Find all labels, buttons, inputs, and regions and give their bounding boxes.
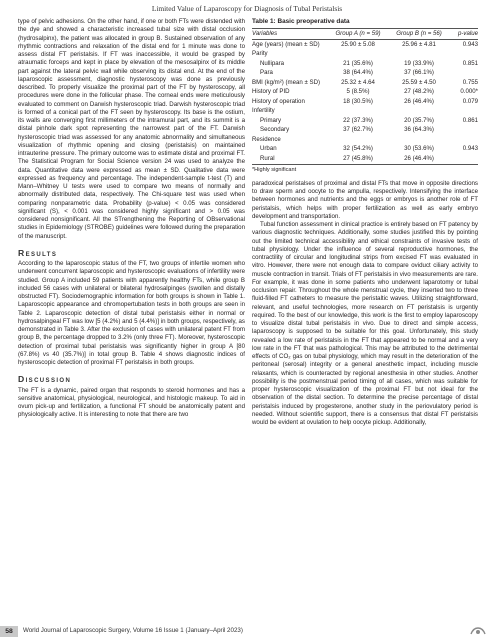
table-cell [390, 135, 448, 145]
table-cell: 30 (53.6%) [404, 145, 434, 153]
right-column [252, 18, 478, 427]
table-cell: 21 (35.6%) [343, 59, 373, 67]
table-cell: 20 (35.7%) [404, 116, 434, 124]
table-cell: 0.079 [462, 97, 478, 105]
table-cell [390, 50, 448, 60]
table-cell: 25.90 ± 5.08 [341, 40, 375, 48]
table-cell: 26 (46.4%) [390, 154, 448, 164]
table-row [252, 59, 478, 69]
table-cell [326, 107, 390, 117]
table-cell [448, 126, 478, 136]
page-number: 58 [0, 626, 18, 637]
table-cell [448, 154, 478, 164]
table-cell [448, 50, 478, 60]
table-cell: Rural [252, 154, 326, 164]
running-title: Limited Value of Laparoscopy for Diagnosis of Tubal Peristalsis [151, 4, 343, 13]
table-cell: Primary [260, 116, 281, 124]
table-cell: 0.000* [460, 88, 478, 96]
table-row [252, 116, 478, 126]
table-cell [390, 107, 448, 117]
publisher-logo-icon [470, 624, 486, 636]
table-row [252, 40, 478, 50]
table-cell: 19 (33.9%) [404, 59, 434, 67]
table-cell: 18 (30.5%) [343, 97, 373, 105]
table-cell: Infertility [252, 107, 275, 115]
table-row [252, 135, 478, 145]
table-cell: 25.32 ± 4.64 [341, 78, 375, 86]
table-cell: Nullipara [260, 59, 285, 67]
table-cell: 5 (8.5%) [346, 88, 370, 96]
table-cell: 32 (54.2%) [343, 145, 373, 153]
table-caption: Table 1: Basic preoperative data [252, 18, 350, 25]
table-cell: Residence [252, 135, 281, 143]
table-cell [326, 50, 390, 60]
table-header-row [252, 29, 478, 40]
table-cell: 25.59 ± 4.50 [402, 78, 436, 86]
discussion-heading: Discussion [18, 374, 72, 385]
column-header: Group A (n = 59) [326, 29, 390, 40]
body-paragraph: The FT is a dynamic, paired organ that responds to steroid hormones and has a sensitive anatomical, physiological, neurological, and histologic makeup. To aid in ovum pick-up and fertilization, a functional FT should be anatomically patent and physiologically active. It is interesting to note that there are two [18, 386, 245, 419]
table-body [252, 40, 478, 165]
table-cell: History of PID [252, 88, 290, 96]
body-paragraph: type of pelvic adhesions. On the other hand, if one or both FTs were distended with the dye and showed a characteristic increased tubal size with distal occlusion (hydrosalpinx), the patient was allocated in group B. Sustained observation of any rhythmic contractions and relaxation of the distal end for 1 minute was done to assess distal FT peristalsis. If FT was inaccessible, it would be grasped by atraumatic forceps and kept in place by elevation of the mesosalpinx of its middle part against the lateral pelvic wall while observing its distal end. At the end of the laparoscopic assessment, diagnostic hysteroscopy was done as previously described. To properly visualize the proximal part of the FT by hysteroscopy, all procedures were done in the follicular phase. The corneal ends were meticulously evaluated to comment on Darwish hysteroscopic triad. Darwish hysteroscopic triad is formed of a conical part of the FT seen by hysteroscopy. Its base is the ostium, its walls are converging first millimeters of the intramural part, and its summit is a distal pinhole dark spot representing the narrowest part of the FT. Darwish hysteroscopic triad was assessed for any anatomic abnormality and simultaneous visualization of rhythmic opening and closing (peristalsis) on maintained intrauterine pressure. The primary outcome was to estimate distal and proximal FT. The Statistical Program for Social Science version 24 was used to analyze the data. Quantitative data were expressed as mean ± SD. Qualitative data were expressed as frequency and percentage. The independent-sample t-test (T) and Mann–Whitney U tests were used to compare two means of normally and abnormally distributed data, respectively. The Chi-square test was used when comparing nonparametric data. Probability (p-value) < 0.05 was considered significant (S), < 0.001 was considered highly significant and > 0.05 was considered nonsignificant. All the STrengthening the Reporting of OBservational studies in Epidemiology (STROBE) guidelines were followed during the preparation of the manuscript. [18, 18, 245, 240]
table-cell: 0.755 [462, 78, 478, 86]
table-cell: 36 (64.3%) [404, 126, 434, 134]
table-cell: Parity [252, 50, 268, 58]
column-header: p-value [448, 29, 478, 40]
table-footnote: *Highly significant [252, 166, 297, 173]
table-cell: 0.943 [462, 145, 478, 153]
table-cell: 38 (64.4%) [343, 69, 373, 77]
table-cell [326, 135, 390, 145]
results-heading: Results [18, 247, 58, 258]
table-cell: 0.851 [462, 59, 478, 67]
table-cell: BMI (kg/m²) (mean ± SD) [252, 78, 321, 86]
table-row [252, 88, 478, 98]
table-cell: Para [260, 69, 273, 77]
table-row [252, 107, 478, 117]
table-row [252, 145, 478, 155]
table-cell: 37 (66.1%) [404, 69, 434, 77]
table-row [252, 126, 478, 136]
body-paragraph: Tubal function assessment in clinical practice is entirely based on FT patency by various diagnostic techniques. Additionally, some studies justified this by pointing out the limited technical accessibility and ethical constraints of invasive tests of tubal physiology. Under the influence of several reproductive hormones, the contractility of circular and longitudinal strips from excised FT was evaluated in vitro. However, there were not enough data to compare oviduct ciliary activity to muscle contraction in transit. Trials of FT peristalsis in vivo measurements are rare. For example, it was done in some patients who underwent laparotomy or tubal occlusion repair. Throughout the whole menstrual cycle, they inserted two to three fluid-filled FT catheters to measure the peristaltic waves. Utilizing straightforward, relevant, and useful technologies, more research on FT peristalsis is urgently required. To the best of our knowledge, this work is the first to employ laparoscopy to visualize distal tubal peristalsis in vivo. Due to direct and simple access, laparoscopy is supposed to be suitable for this goal. Unfortunately, this study revealed a low rate of peristalsis in the FT that appeared to be normal and a very low rate in the FT that was pathological. This may be attributed to the detrimental effects of CO₂ gas on tubal physiology, which may result in the deterioration of the peritoneal (serosal) integrity or a general anesthetic impact, including muscle relaxants, which is counteracted by regional anesthesia in other studies. Another possibility is the postmenstrual period timing of all cases, which was suitable for proper hysteroscopic visualization of the proximal FT but not ideal for the observation of the distal section. To determine the precise percentage of distal peristalsis induced by progesterone, another study in the periovulatory period is needed. Without scientific support, there is a consensus that distal FT peristalsis would be evident at ovulation to help oocyte pickup. Additionally, [252, 221, 478, 427]
table-row [252, 154, 478, 164]
table-cell: 37 (62.7%) [343, 126, 373, 134]
journal-name: World Journal of Laparoscopic Surgery, Volume 16 Issue 1 (January–April 2023) [23, 627, 243, 634]
table-cell: 0.861 [462, 116, 478, 124]
column-header: Variables [252, 29, 326, 40]
table-row [252, 78, 478, 88]
table-row [252, 69, 478, 79]
body-paragraph: According to the laparoscopic status of the FT, two groups of infertile women who underwent concurrent laparoscopic and hysteroscopic evaluations of infertility were studied. Group A included 59 patients with apparently healthy FTs, while group B included 56 cases with unilateral or bilateral hydrosalpinges (swollen and distally obstructed FT). Sociodemographic information for both groups is shown in Table 1. Laparoscopic appearance and chromopertubation tests in both groups are seen in Table 2. Laparoscopic detection of distal tubal peristalsis either in normal or hydrosalpingeal FT was low [5 (4.2%) and 5 (4.4%)] in both groups, respectively, as demonstrated in Table 3. After the exclusion of cases with unilateral patent FT from group B, the percentage dropped to 3.2% (only three FT). Moreover, hysteroscopic detection of proximal tubal peristalsis was significantly higher in group A [80 (67.8%) vs 40 (35.7%)] in total group B. Table 4 shows diagnostic indices of hysteroscopic detection of proximal FT peristalsis in both groups. [18, 260, 245, 366]
column-header: Group B (n = 56) [390, 29, 448, 40]
table-cell [448, 135, 478, 145]
table-cell: History of operation [252, 97, 305, 105]
left-column [18, 18, 245, 420]
table-cell: 27 (48.2%) [404, 88, 434, 96]
table-cell: 26 (46.4%) [404, 97, 434, 105]
table-row [252, 97, 478, 107]
table-cell: Secondary [260, 126, 290, 134]
table-cell: 22 (37.3%) [343, 116, 373, 124]
table-cell: Age (years) (mean ± SD) [252, 40, 320, 48]
table-cell: Urban [260, 145, 277, 153]
table-cell [448, 69, 478, 79]
table-row [252, 50, 478, 60]
data-table [252, 28, 478, 164]
table-cell [448, 107, 478, 117]
table-cell: 27 (45.8%) [326, 154, 390, 164]
table-cell: 0.943 [462, 40, 478, 48]
table-cell: 25.96 ± 4.81 [402, 40, 436, 48]
body-paragraph: paradoxical peristalses of proximal and distal FTs that move in opposite directions to draw sperm and oocyte to the ampulla, respectively. Intensifying the interface between hormones and nutrients and the eggs or embryos is another role of FT peristalsis, which helps with proper fertilization as well as early embryo development and transportation. [252, 179, 478, 220]
